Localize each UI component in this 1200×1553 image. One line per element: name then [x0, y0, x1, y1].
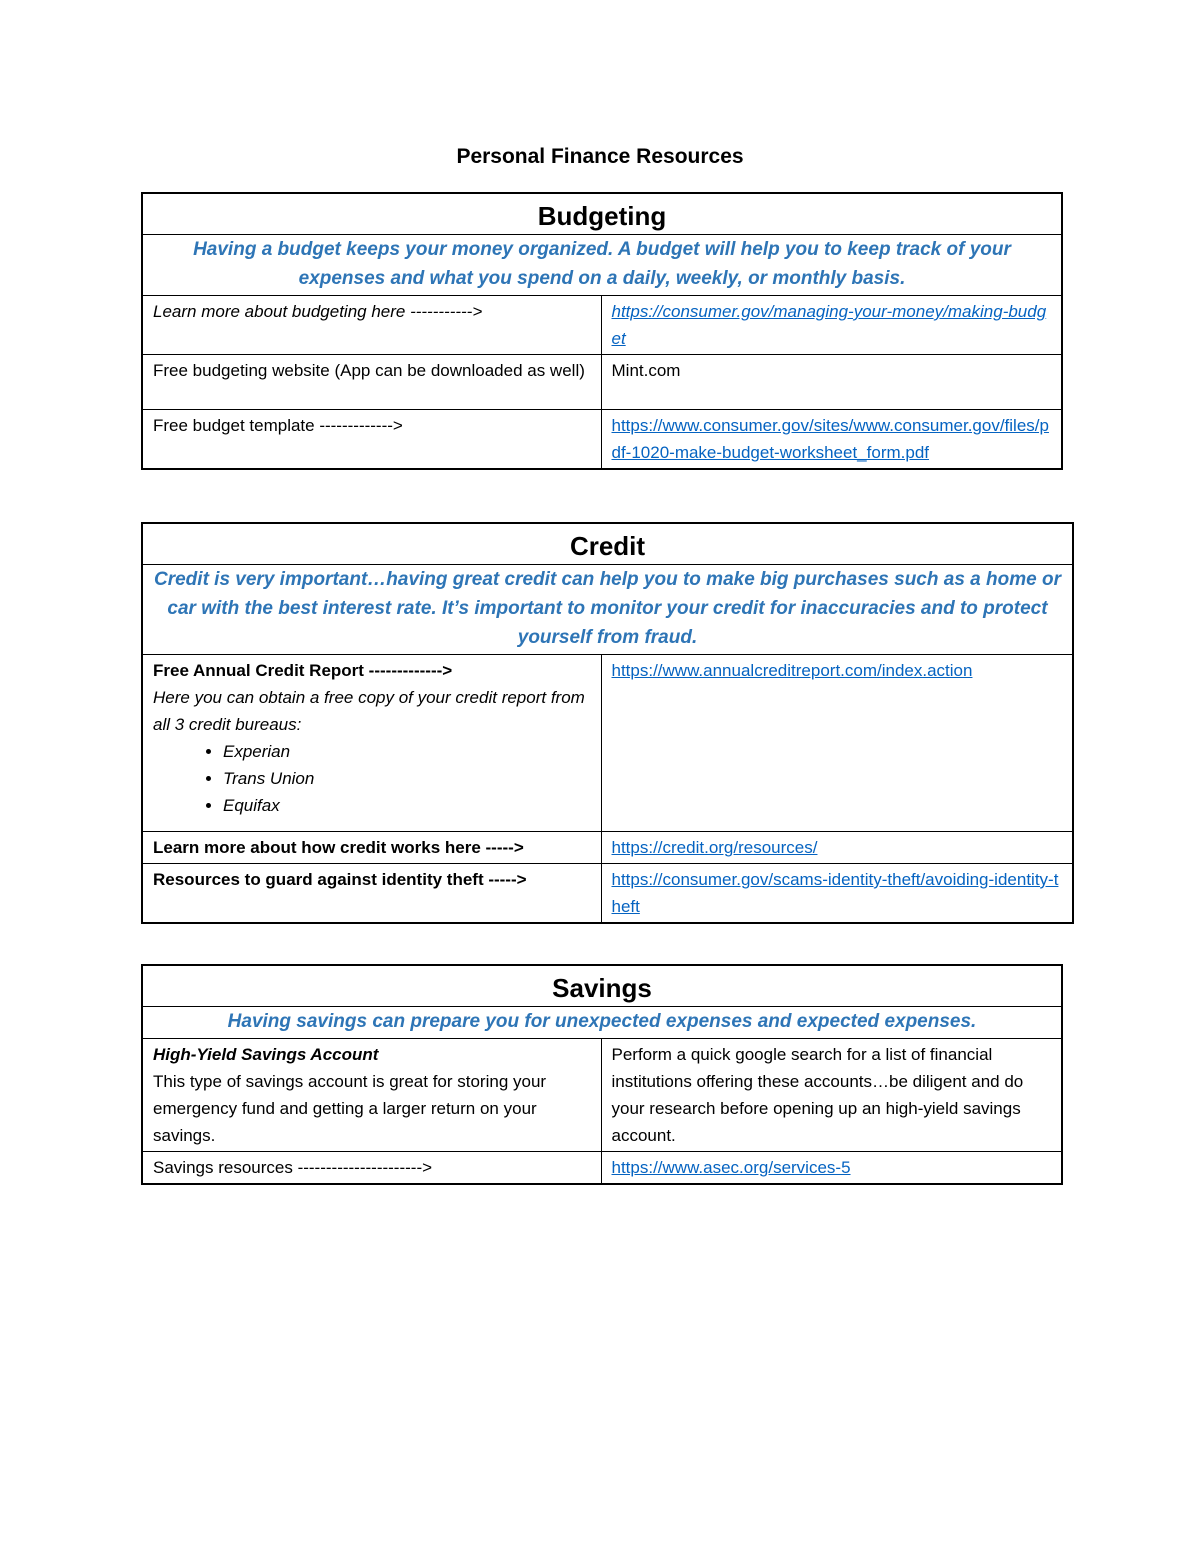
savings-heading: Savings [142, 965, 1062, 1007]
annual-report-note: Here you can obtain a free copy of your credit report from all 3 credit bureaus: [153, 688, 585, 734]
hysa-advice: Perform a quick google search for a list of financial institutions offering these accounts…be diligent and do your research before opening up an high-yield savings account. [601, 1039, 1062, 1152]
budgeting-learn-label: Learn more about budgeting here -----------> [142, 296, 601, 355]
list-item: • Trans Union [223, 765, 591, 792]
bureau-list [153, 738, 591, 819]
budgeting-table [141, 192, 1063, 470]
annual-report-label: Free Annual Credit Report -------------> [153, 661, 453, 680]
page-title: Personal Finance Resources [456, 145, 744, 168]
budgeting-template-link[interactable]: https://www.consumer.gov/sites/www.consumer.gov/files/pdf-1020-make-budget-worksheet_form.pdf [611, 416, 1049, 462]
list-item: • Equifax [223, 792, 591, 819]
table-row [142, 655, 1073, 832]
budgeting-website-label: Free budgeting website (App can be downloaded as well) [142, 355, 601, 410]
budgeting-template-label: Free budget template -------------> [142, 410, 601, 470]
table-row [142, 832, 1073, 864]
table-row [142, 864, 1073, 924]
hysa-title: High-Yield Savings Account [153, 1045, 379, 1064]
savings-table [141, 964, 1063, 1185]
savings-resources-label: Savings resources ----------------------> [142, 1152, 601, 1185]
credit-description: Credit is very important…having great credit can help you to make big purchases such as a home or car with the best interest rate. It’s important to monitor your credit for inaccuracies and to protect yourself from fraud. [142, 565, 1073, 655]
table-row [142, 1039, 1062, 1152]
savings-resources-link[interactable]: https://www.asec.org/services-5 [611, 1158, 851, 1177]
budgeting-website-value: Mint.com [601, 355, 1062, 410]
credit-heading: Credit [142, 523, 1073, 565]
table-row [142, 355, 1062, 410]
credit-works-link[interactable]: https://credit.org/resources/ [611, 838, 818, 857]
credit-table [141, 522, 1074, 924]
annual-report-link[interactable]: https://www.annualcreditreport.com/index.action [611, 661, 973, 680]
hysa-text: This type of savings account is great for storing your emergency fund and getting a larger return on your savings. [153, 1072, 547, 1145]
budgeting-heading: Budgeting [142, 193, 1062, 235]
budgeting-description: Having a budget keeps your money organized. A budget will help you to keep track of your expenses and what you spend on a daily, weekly, or monthly basis. [142, 235, 1062, 296]
table-row [142, 1152, 1062, 1185]
credit-works-label: Learn more about how credit works here -----> [142, 832, 601, 864]
savings-description: Having savings can prepare you for unexpected expenses and expected expenses. [142, 1007, 1062, 1039]
identity-theft-label: Resources to guard against identity theft -----> [142, 864, 601, 924]
table-row [142, 296, 1062, 355]
table-row [142, 410, 1062, 470]
list-item: • Experian [223, 738, 591, 765]
budgeting-learn-link[interactable]: https://consumer.gov/managing-your-money/making-budget [611, 302, 1047, 348]
identity-theft-link[interactable]: https://consumer.gov/scams-identity-theft/avoiding-identity-theft [611, 870, 1059, 916]
